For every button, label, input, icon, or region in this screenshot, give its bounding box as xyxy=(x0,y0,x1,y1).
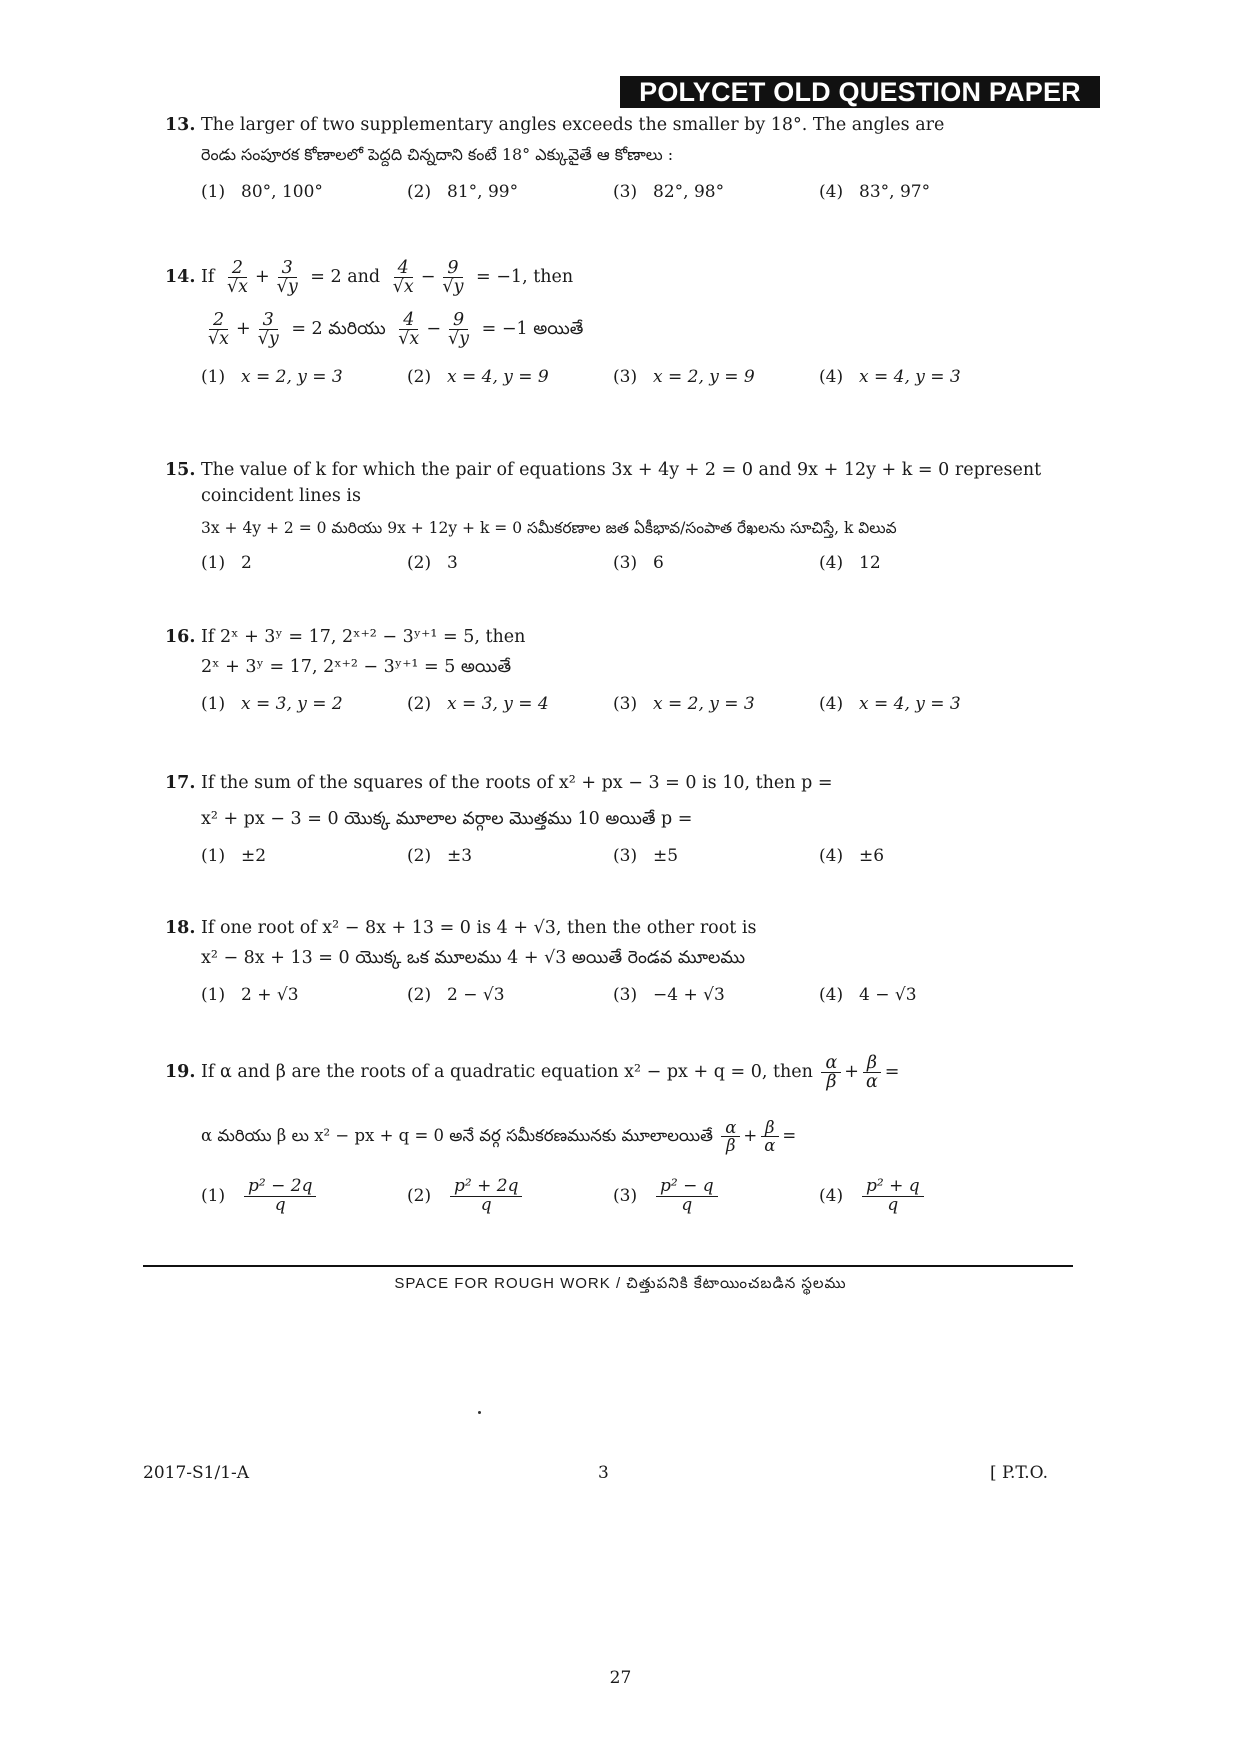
rough-work-label: SPACE FOR ROUGH WORK / చిత్తుపనికి కేటాయించబడిన స్థలము xyxy=(394,1275,847,1292)
options xyxy=(165,553,1085,573)
fraction: $\frac{\beta}{\alpha}$ xyxy=(760,1119,779,1155)
question-19 xyxy=(165,1048,1085,1215)
option-2: (2) x = 4, y = 9 xyxy=(407,367,549,387)
options xyxy=(165,367,1085,387)
stray-dot xyxy=(478,1411,481,1414)
option-2: (2) $\frac{\text{p² + 2q}}{q}$ xyxy=(407,1178,613,1215)
option-1: (1) $\frac{\text{p² − 2q}}{q}$ xyxy=(201,1178,407,1215)
option-4: (4) 12 xyxy=(819,553,881,573)
option-4: (4) 4 − √3 xyxy=(819,985,917,1005)
option-1: (1) x = 2, y = 3 xyxy=(201,367,343,387)
question-text-en: 19. If α and β are the roots of a quadratic equation x² − px + q = 0, then $\frac{\alpha}{\beta}$ + $\frac{\beta}{\alpha}$ = xyxy=(165,1052,900,1092)
question-text-te: 2ˣ + 3ʸ = 17, 2ˣ⁺² − 3ʸ⁺¹ = 5 అయితే xyxy=(201,657,512,677)
pto-label: [ P.T.O. xyxy=(990,1463,1049,1483)
option-1: (1) ±2 xyxy=(201,846,267,866)
question-text-en: 17. If the sum of the squares of the roots of x² + px − 3 = 0 is 10, then p = xyxy=(165,773,833,793)
question-text-te: రెండు సంపూరక కోణాలలో పెద్దది చిన్నదాని కంటే 18° ఎక్కువైతే ఆ కోణాలు : xyxy=(201,145,674,164)
divider xyxy=(143,1265,1073,1267)
option-3: (3) 6 xyxy=(613,553,664,573)
option-4: (4) 83°, 97° xyxy=(819,182,931,202)
question-text-en: 13. The larger of two supplementary angles exceeds the smaller by 18°. The angles are xyxy=(165,115,945,135)
option-2: (2) 2 − √3 xyxy=(407,985,505,1005)
fraction: $\frac{\alpha}{\beta}$ xyxy=(721,1119,740,1155)
paper-code: 2017-S1/1-A xyxy=(143,1463,250,1483)
options xyxy=(165,846,1085,866)
question-text-en: 15. The value of k for which the pair of equations 3x + 4y + 2 = 0 and 9x + 12y + k = 0 represent xyxy=(165,460,1042,480)
fraction: $\frac{2}{√x}$ xyxy=(226,257,248,297)
question-13 xyxy=(165,110,1085,202)
options xyxy=(165,1178,1085,1215)
question-text-en: 16. If 2ˣ + 3ʸ = 17, 2ˣ⁺² − 3ʸ⁺¹ = 5, then xyxy=(165,627,526,647)
option-2: (2) x = 3, y = 4 xyxy=(407,694,549,714)
question-text-te: x² + px − 3 = 0 యొక్క మూలాల వర్గాల మొత్తము 10 అయితే p = xyxy=(201,809,693,829)
question-16 xyxy=(165,622,1085,714)
option-3: (3) −4 + √3 xyxy=(613,985,725,1005)
question-text-en: 14. If $\frac{2}{√x}$ + $\frac{3}{√y}$ = 2 and $\frac{4}{√x}$ − $\frac{9}{√y}$ = −1, then xyxy=(165,257,574,297)
option-1: (1) x = 3, y = 2 xyxy=(201,694,343,714)
fraction: $\frac{4}{√x}$ xyxy=(392,257,414,297)
option-3: (3) 82°, 98° xyxy=(613,182,725,202)
option-2: (2) 3 xyxy=(407,553,458,573)
question-text-te: 3x + 4y + 2 = 0 మరియు 9x + 12y + k = 0 సమీకరణాల జత ఏకీభావ/సంపాత రేఖలను సూచిస్తే, k విలువ xyxy=(201,519,897,537)
question-15 xyxy=(165,455,1085,573)
option-4: (4) x = 4, y = 3 xyxy=(819,694,961,714)
sheet-number: 3 xyxy=(598,1463,609,1483)
fraction: $\frac{\beta}{\alpha}$ xyxy=(862,1054,882,1092)
option-4: (4) $\frac{\text{p² + q}}{q}$ xyxy=(819,1178,1025,1215)
question-text-te: $\frac{2}{√x}$ + $\frac{3}{√y}$ = 2 మరియు $\frac{4}{√x}$ − $\frac{9}{√y}$ = −1 అయితే xyxy=(208,309,584,349)
question-text-en: 18. If one root of x² − 8x + 13 = 0 is 4 + √3, then the other root is xyxy=(165,918,757,938)
fraction: $\frac{\alpha}{\beta}$ xyxy=(821,1054,841,1092)
option-4: (4) ±6 xyxy=(819,846,885,866)
question-text-te: x² − 8x + 13 = 0 యొక్క ఒక మూలము 4 + √3 అయితే రెండవ మూలము xyxy=(201,948,746,968)
option-3: (3) x = 2, y = 9 xyxy=(613,367,755,387)
options xyxy=(165,985,1085,1005)
option-1: (1) 2 + √3 xyxy=(201,985,299,1005)
question-14 xyxy=(165,255,1085,387)
options xyxy=(165,694,1085,714)
option-1: (1) 2 xyxy=(201,553,252,573)
option-2: (2) 81°, 99° xyxy=(407,182,519,202)
fraction: $\frac{3}{√y}$ xyxy=(276,257,298,297)
fraction: $\frac{9}{√y}$ xyxy=(442,257,464,297)
option-3: (3) ±5 xyxy=(613,846,679,866)
question-text-en-cont: coincident lines is xyxy=(201,486,361,506)
page-number: 27 xyxy=(609,1668,632,1688)
question-text-te: α మరియు β లు x² − px + q = 0 అనే వర్గ సమీకరణమునకు మూలాలయితే $\frac{\alpha}{\beta}$ + $\frac{\beta}{\alpha}$ = xyxy=(201,1117,797,1155)
option-3: (3) $\frac{\text{p² − q}}{q}$ xyxy=(613,1178,819,1215)
question-18 xyxy=(165,913,1085,1005)
option-3: (3) x = 2, y = 3 xyxy=(613,694,755,714)
option-4: (4) x = 4, y = 3 xyxy=(819,367,961,387)
header-banner: POLYCET OLD QUESTION PAPER xyxy=(620,76,1100,108)
question-17 xyxy=(165,768,1085,866)
options xyxy=(165,182,1085,202)
option-2: (2) ±3 xyxy=(407,846,473,866)
option-1: (1) 80°, 100° xyxy=(201,182,323,202)
